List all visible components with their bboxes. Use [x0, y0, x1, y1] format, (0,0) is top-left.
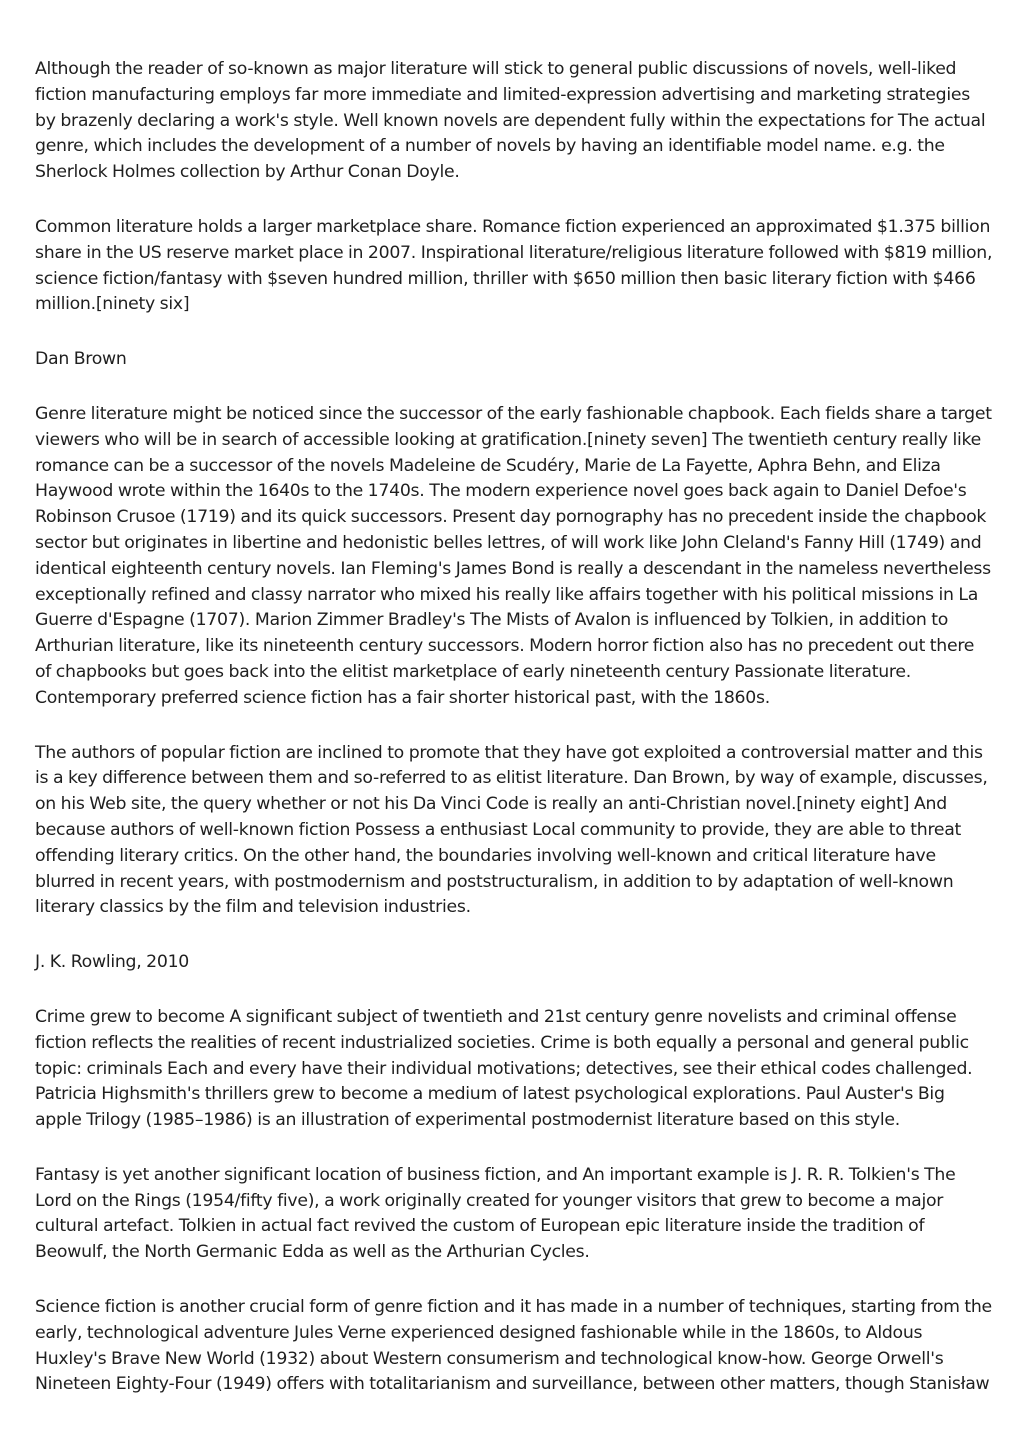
- paragraph-market-share: Common literature holds a larger marketplace share. Romance fiction experienced an approximated $1.375 billion share in the US reserve market place in 2007. Inspirational literature/religious literature followed with $819 million, science fiction/fantasy with $seven hundred million, thriller with $650 million then basic literary fiction with $466 million.[ninety six]: [35, 216, 993, 315]
- document-body: [35, 57, 993, 1427]
- paragraph-genre-chapbook: Genre literature might be noticed since the successor of the early fashionable chapbook. Each fields share a target viewers who will be in search of accessible looking at gratification.[ninety seven] The twentieth century really like romance can be a successor of the novels Madeleine de Scudéry, Marie de La Fayette, Aphra Behn, and Eliza Haywood wrote within the 1640s to the 1740s. The modern experience novel goes back again to Daniel Defoe's Robinson Crusoe (1719) and its quick successors. Present day pornography has no precedent inside the chapbook sector but originates in libertine and hedonistic belles lettres, of will work like John Cleland's Fanny Hill (1749) and identical eighteenth century novels. Ian Fleming's James Bond is really a descendant in the nameless nevertheless exceptionally refined and classy narrator who mixed his really like affairs together with his political missions in La Guerre d'Espagne (1707). Marion Zimmer Bradley's The Mists of Avalon is influenced by Tolkien, in addition to Arthurian literature, like its nineteenth century successors. Modern horror fiction also has no precedent out there of chapbooks but goes back into the elitist marketplace of early nineteenth century Passionate literature. Contemporary preferred science fiction has a fair shorter historical past, with the 1860s.: [35, 403, 992, 708]
- paragraph-controversial-matter: The authors of popular fiction are inclined to promote that they have got exploited a controversial matter and this is a key difference between them and so-referred to as elitist literature. Dan Brown, by way of example, discusses, on his Web site, the query whether or not his Da Vinci Code is really an anti-Christian novel.[ninety eight] And because authors of well-known fiction Possess a enthusiast Local community to provide, they are able to threat offending literary critics. On the other hand, the boundaries involving well-known and critical literature have blurred in recent years, with postmodernism and poststructuralism, in addition to by adaptation of well-known literary classics by the film and television industries.: [35, 742, 988, 918]
- paragraph-fantasy: Fantasy is yet another significant location of business fiction, and An important example is J. R. R. Tolkien's The Lord on the Rings (1954/fifty five), a work originally created for younger visitors that grew to become a major cultural artefact. Tolkien in actual fact revived the custom of European epic literature inside the tradition of Beowulf, the North Germanic Edda as well as the Arthurian Cycles.: [35, 1164, 956, 1263]
- caption-jk-rowling: J. K. Rowling, 2010: [35, 952, 190, 973]
- caption-dan-brown: Dan Brown: [35, 349, 127, 370]
- paragraph-crime-fiction: Crime grew to become A significant subject of twentieth and 21st century genre novelists and criminal offense fiction reflects the realities of recent industrialized societies. Crime is both equally a personal and general public topic: criminals Each and every have their individual motivations; detectives, see their ethical codes challenged. Patricia Highsmith's thrillers grew to become a medium of latest psychological explorations. Paul Auster's Big apple Trilogy (1985–1986) is an illustration of experimental postmodernist literature based on this style.: [35, 1006, 973, 1131]
- paragraph-science-fiction: Science fiction is another crucial form of genre fiction and it has made in a number of techniques, starting from the early, technological adventure Jules Verne experienced designed fashionable while in the 1860s, to Aldous Huxley's Brave New World (1932) about Western consumerism and technological know-how. George Orwell's Nineteen Eighty-Four (1949) offers with totalitarianism and surveillance, between other matters, though Stanisław: [35, 1297, 992, 1395]
- paragraph-popular-fiction-marketing: Although the reader of so-known as major literature will stick to general public discussions of novels, well-liked fiction manufacturing employs far more immediate and limited-expression advertising and marketing strategies by brazenly declaring a work's style. Well known novels are dependent fully within the expectations for The actual genre, which includes the development of a number of novels by having an identifiable model name. e.g. the Sherlock Holmes collection by Arthur Conan Doyle.: [35, 59, 986, 183]
